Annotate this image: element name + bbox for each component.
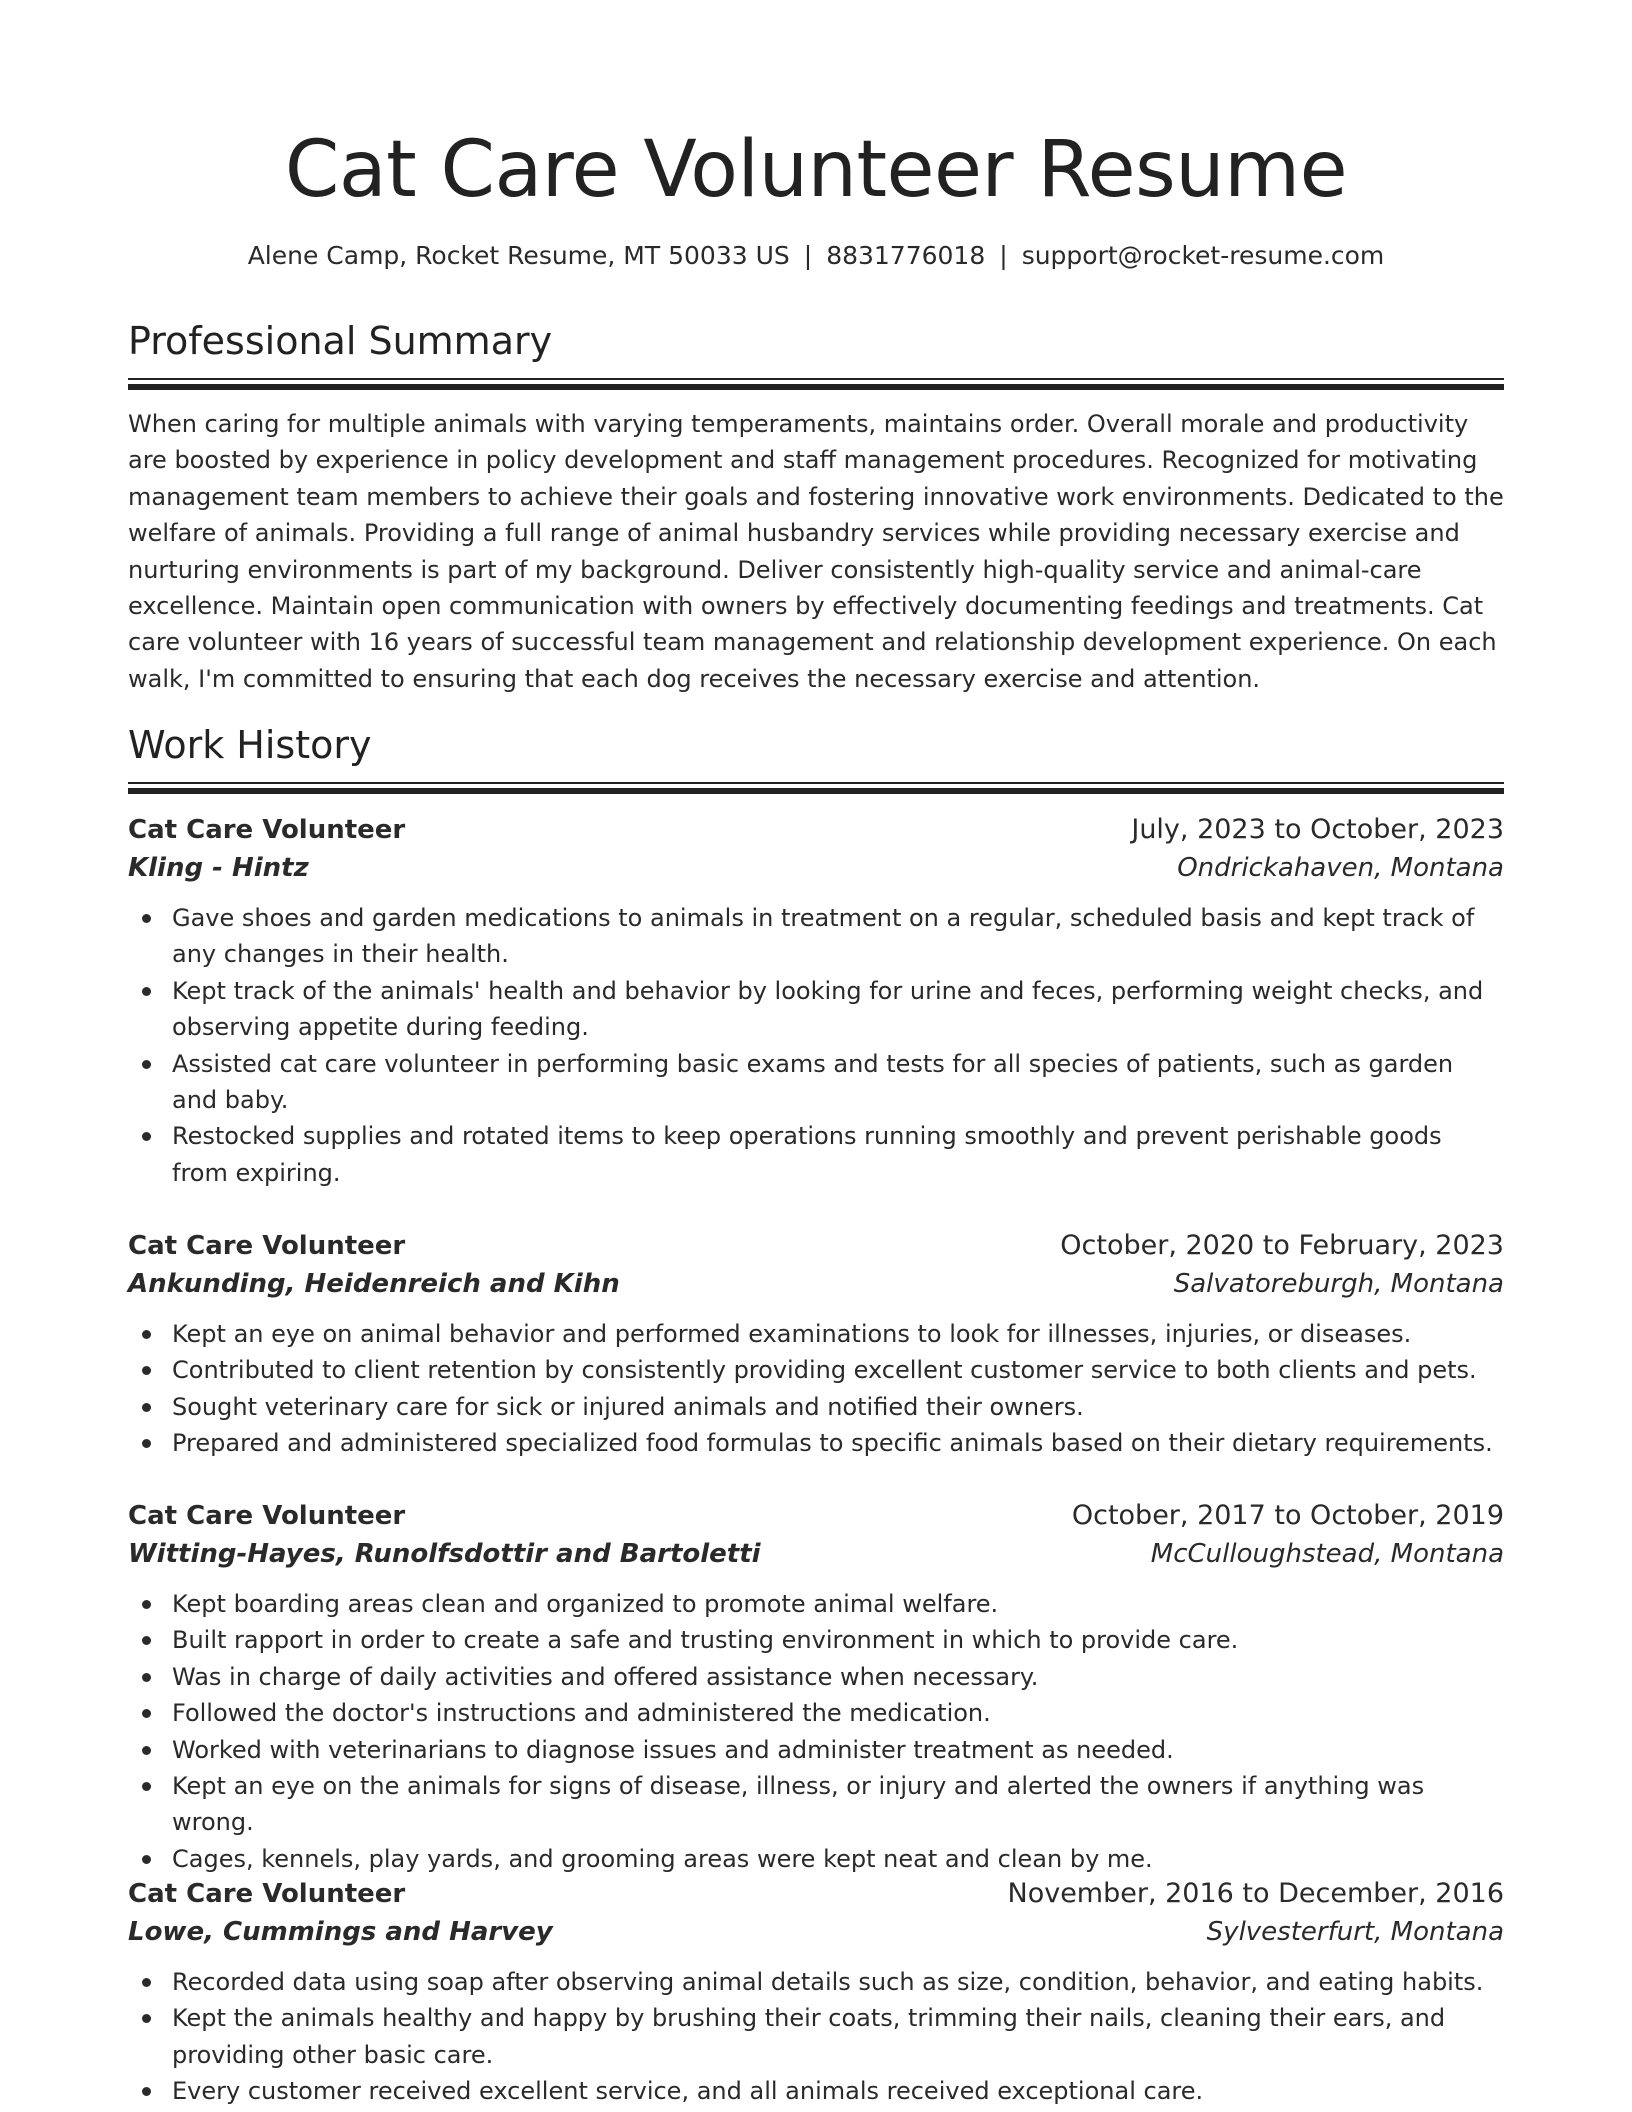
contact-email: support@rocket-resume.com xyxy=(1021,241,1385,270)
job-bullet xyxy=(172,973,1504,1046)
bullet-text: Recorded data using soap after observing animal details such as size, condition, behavior, and eating habits. xyxy=(172,1968,1484,1996)
job-bullet-list xyxy=(128,1316,1504,1462)
bullet-text: Cages, kennels, play yards, and grooming areas were kept neat and clean by me. xyxy=(172,1844,1153,1873)
job-bullet xyxy=(172,1118,1504,1191)
job-bullet xyxy=(172,1425,1504,1461)
job-title: Cat Care Volunteer xyxy=(128,1231,406,1261)
job-header-row xyxy=(128,812,1504,848)
bullet-dot-icon xyxy=(142,1673,151,1682)
work-history-section xyxy=(128,722,1504,794)
bullet-dot-icon xyxy=(142,1132,151,1141)
bullet-dot-icon xyxy=(142,1366,151,1375)
job-company-row xyxy=(128,1912,1504,1952)
bullet-text: Assisted cat care volunteer in performing basic exams and tests for all species of patients, such as garden and baby. xyxy=(172,1049,1454,1115)
bullet-dot-icon xyxy=(142,1439,151,1448)
section-divider-thick xyxy=(128,788,1504,794)
job-header-row xyxy=(128,1876,1504,1912)
job-company-row xyxy=(128,1534,1504,1574)
bullet-dot-icon xyxy=(142,987,151,996)
contact-line xyxy=(128,240,1504,272)
bullet-text: Kept an eye on the animals for signs of disease, illness, or injury and alerted the owners if anything was wrong. xyxy=(172,1772,1425,1837)
bullet-text: Followed the doctor's instructions and administered the medication. xyxy=(172,1699,991,1728)
job-bullet-list xyxy=(128,900,1504,1191)
job-entry xyxy=(128,812,1504,1191)
job-company: Kling - Hintz xyxy=(128,853,309,883)
summary-text: When caring for multiple animals with varying temperaments, maintains order. Overall morale and productivity are boosted by experience in policy development and staff management procedures. Recognized for motivating management team members to achieve their goals and fostering innovative work environments. Dedicated to the welfare of animals. Providing a full range of animal husbandry services while providing necessary exercise and nurturing environments is part of my background. Deliver consistently high-quality service and animal-care excellence. Maintain open communication with owners by effectively documenting feedings and treatments. Cat care volunteer with 16 years of successful team management and relationship development experience. On each walk, I'm committed to ensuring that each dog receives the necessary exercise and attention. xyxy=(128,410,1504,693)
section-heading: Work History xyxy=(128,723,372,767)
bullet-text: Kept boarding areas clean and organized to promote animal welfare. xyxy=(172,1590,999,1618)
bullet-text: Kept the animals healthy and happy by brushing their coats, trimming their nails, cleaning their ears, and providing other basic care. xyxy=(172,2004,1446,2069)
section-heading: Professional Summary xyxy=(128,319,553,363)
job-company: Ankunding, Heidenreich and Kihn xyxy=(128,1269,620,1299)
bullet-text: Contributed to client retention by consistently providing excellent customer service to both clients and pets. xyxy=(172,1356,1477,1385)
bullet-dot-icon xyxy=(142,1746,151,1755)
section-divider xyxy=(128,378,1504,380)
job-bullet xyxy=(172,2000,1504,2073)
job-header-row xyxy=(128,1498,1504,1534)
job-bullet xyxy=(172,900,1504,973)
contact-separator: | xyxy=(999,241,1008,270)
bullet-dot-icon xyxy=(142,1060,151,1069)
professional-summary-section xyxy=(128,318,1504,697)
bullet-dot-icon xyxy=(142,1403,151,1412)
bullet-text: Every customer received excellent service, and all animals received exceptional care. xyxy=(172,2077,1204,2106)
job-bullet xyxy=(172,1389,1504,1425)
job-company: Witting-Hayes, Runolfsdottir and Bartoletti xyxy=(128,1539,761,1569)
job-bullet xyxy=(172,1768,1504,1841)
job-bullet xyxy=(172,1732,1504,1768)
bullet-text: Gave shoes and garden medications to animals in treatment on a regular, scheduled basis and kept track of any changes in their health. xyxy=(172,904,1475,969)
bullet-text: Restocked supplies and rotated items to keep operations running smoothly and prevent perishable goods from expiring. xyxy=(172,1122,1442,1187)
bullet-dot-icon xyxy=(142,2014,151,2023)
job-bullet xyxy=(172,2073,1504,2109)
job-title: Cat Care Volunteer xyxy=(128,1501,406,1531)
bullet-dot-icon xyxy=(142,1855,151,1864)
bullet-dot-icon xyxy=(142,1709,151,1718)
job-bullet xyxy=(172,1659,1504,1695)
job-bullet xyxy=(172,1352,1504,1388)
job-bullet-list xyxy=(128,1964,1504,2110)
contact-address: Alene Camp, Rocket Resume, MT 50033 US xyxy=(247,241,790,270)
section-divider xyxy=(128,782,1504,784)
job-bullet xyxy=(172,1964,1504,2000)
job-dates: October, 2020 to February, 2023 xyxy=(1060,1230,1504,1261)
job-entry xyxy=(128,1498,1504,1877)
job-header-row xyxy=(128,1228,1504,1264)
bullet-dot-icon xyxy=(142,1636,151,1645)
bullet-text: Kept an eye on animal behavior and performed examinations to look for illnesses, injuries, or diseases. xyxy=(172,1320,1412,1348)
contact-separator: | xyxy=(803,241,813,270)
section-divider-thick xyxy=(128,384,1504,390)
bullet-dot-icon xyxy=(142,1330,151,1339)
job-company-row xyxy=(128,848,1504,888)
job-location: Sylvesterfurt, Montana xyxy=(1206,1917,1504,1947)
job-bullet xyxy=(172,1046,1504,1119)
job-dates: November, 2016 to December, 2016 xyxy=(1007,1878,1504,1909)
job-title: Cat Care Volunteer xyxy=(128,815,406,845)
document-title: Cat Care Volunteer Resume xyxy=(284,125,1348,215)
job-company: Lowe, Cummings and Harvey xyxy=(128,1917,553,1947)
bullet-text: Kept track of the animals' health and behavior by looking for urine and feces, performing weight checks, and observing appetite during feeding. xyxy=(172,976,1484,1042)
job-bullet-list xyxy=(128,1586,1504,1877)
bullet-text: Worked with veterinarians to diagnose issues and administer treatment as needed. xyxy=(172,1735,1174,1764)
job-bullet xyxy=(172,1586,1504,1622)
bullet-dot-icon xyxy=(142,1600,151,1609)
bullet-dot-icon xyxy=(142,1978,151,1987)
job-bullet xyxy=(172,1841,1504,1877)
bullet-dot-icon xyxy=(142,914,151,923)
resume-page xyxy=(128,0,1504,2106)
bullet-text: Prepared and administered specialized food formulas to specific animals based on their dietary requirements. xyxy=(172,1429,1493,1458)
bullet-dot-icon xyxy=(142,2087,151,2096)
bullet-text: Was in charge of daily activities and offered assistance when necessary. xyxy=(172,1662,1039,1691)
job-bullet xyxy=(172,1622,1504,1658)
job-location: Ondrickahaven, Montana xyxy=(1177,853,1504,883)
job-title: Cat Care Volunteer xyxy=(128,1879,406,1909)
job-dates: October, 2017 to October, 2019 xyxy=(1071,1500,1504,1531)
bullet-dot-icon xyxy=(142,1782,151,1791)
job-entry xyxy=(128,1228,1504,1462)
bullet-text: Sought veterinary care for sick or injured animals and notified their owners. xyxy=(172,1392,1084,1421)
job-company-row xyxy=(128,1264,1504,1304)
job-entry xyxy=(128,1876,1504,2110)
job-bullet xyxy=(172,1316,1504,1352)
job-location: McCulloughstead, Montana xyxy=(1150,1539,1504,1569)
job-dates: July, 2023 to October, 2023 xyxy=(1131,814,1504,845)
contact-phone: 8831776018 xyxy=(826,241,986,270)
job-location: Salvatoreburgh, Montana xyxy=(1173,1269,1504,1299)
job-bullet xyxy=(172,1695,1504,1731)
bullet-text: Built rapport in order to create a safe and trusting environment in which to provide care. xyxy=(172,1626,1239,1655)
